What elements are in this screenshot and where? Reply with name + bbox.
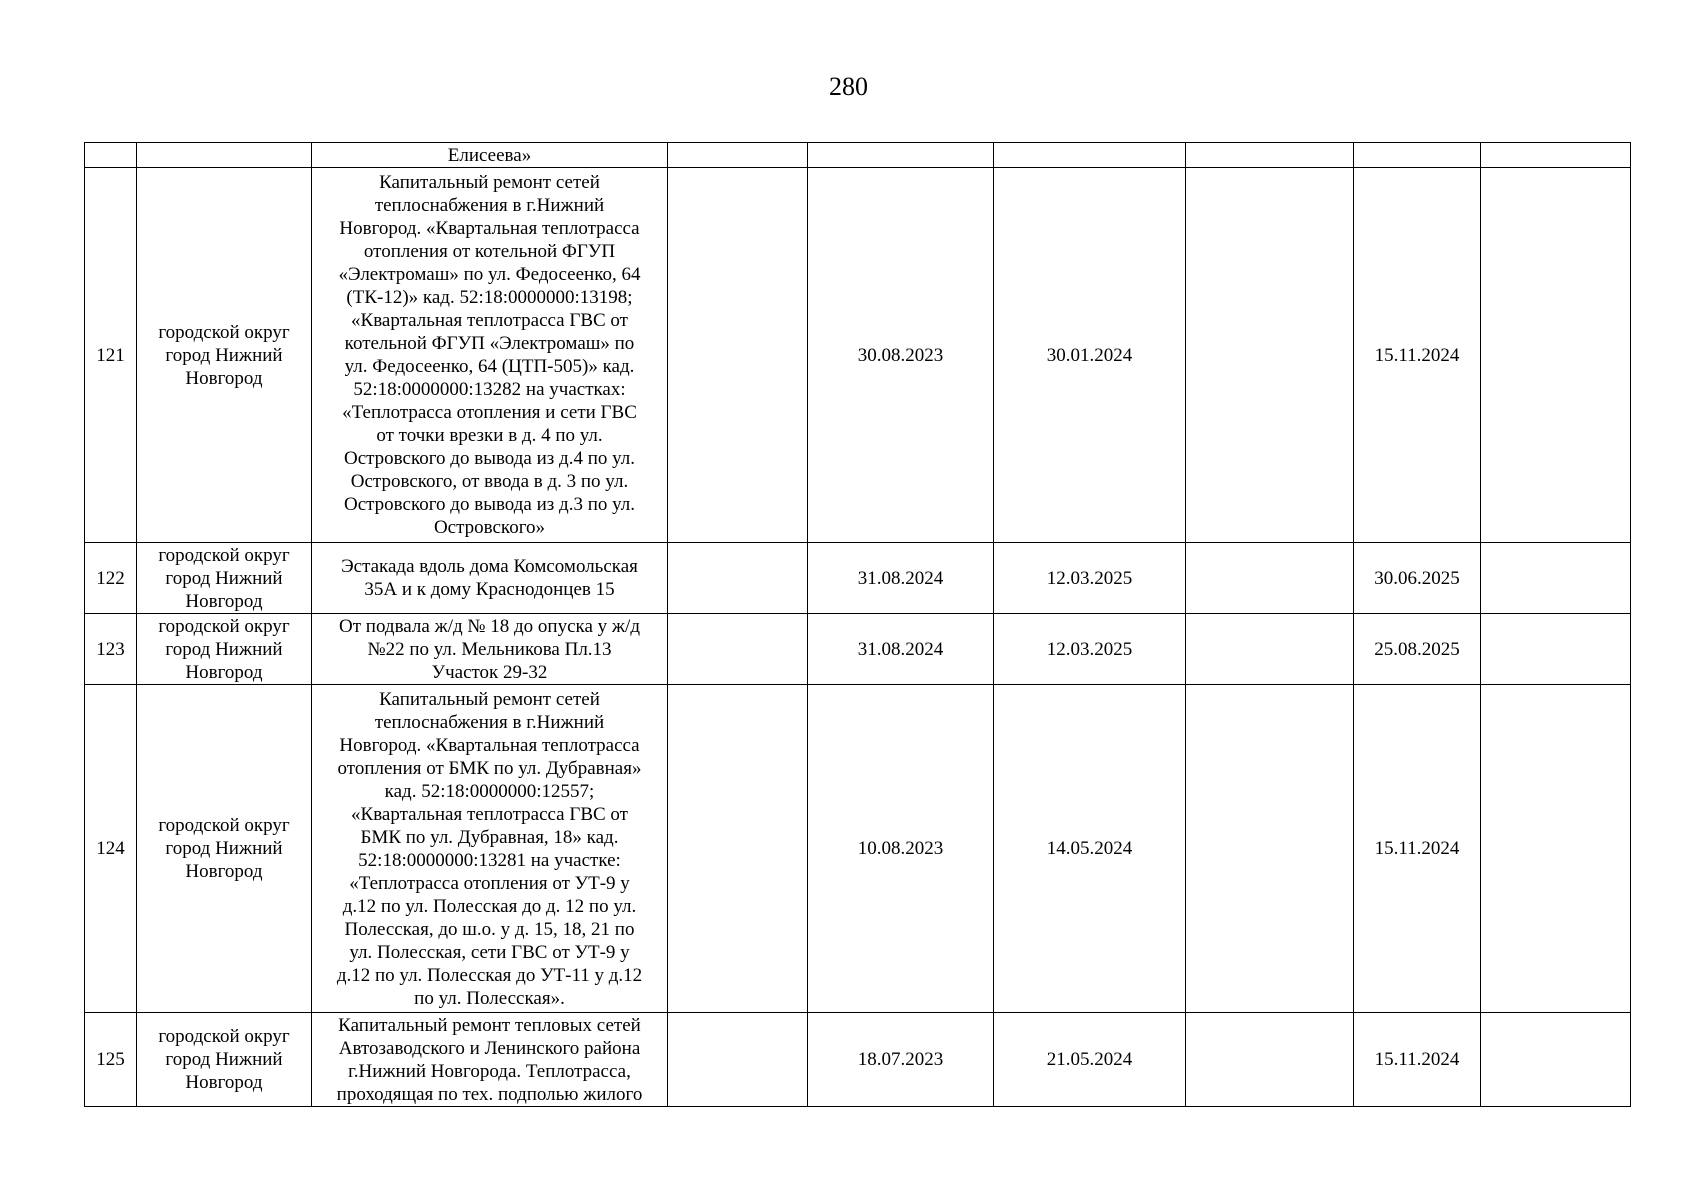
date-cell: 30.06.2025 xyxy=(1354,543,1481,614)
municipality-cell: городской округ город Нижний Новгород xyxy=(137,685,312,1013)
repair-schedule-table xyxy=(84,142,1631,1107)
date-cell: 30.01.2024 xyxy=(994,168,1186,543)
municipality-cell: городской округ город Нижний Новгород xyxy=(137,168,312,543)
empty-cell xyxy=(1186,614,1354,685)
empty-cell xyxy=(668,168,808,543)
empty-cell xyxy=(1186,685,1354,1013)
date-cell: 15.11.2024 xyxy=(1354,1013,1481,1107)
date-cell xyxy=(994,143,1186,168)
description-cell: Эстакада вдоль дома Комсомольская 35А и к дому Краснодонцев 15 xyxy=(312,543,668,614)
date-cell: 31.08.2024 xyxy=(808,614,994,685)
date-cell: 25.08.2025 xyxy=(1354,614,1481,685)
description-cell: Елисеева» xyxy=(312,143,668,168)
date-cell: 15.11.2024 xyxy=(1354,168,1481,543)
date-cell xyxy=(1354,143,1481,168)
row-number-cell: 122 xyxy=(85,543,137,614)
date-cell: 12.03.2025 xyxy=(994,543,1186,614)
empty-cell xyxy=(1186,1013,1354,1107)
row-number-cell xyxy=(85,143,137,168)
empty-cell xyxy=(1481,143,1631,168)
empty-cell xyxy=(668,685,808,1013)
empty-cell xyxy=(668,1013,808,1107)
description-cell: Капитальный ремонт сетей теплоснабжения в г.Нижний Новгород. «Квартальная теплотрасса отопления от котельной ФГУП «Электромаш» по ул. Федосеенко, 64 (ТК-12)» кад. 52:18:0000000:13198; «Квартальная теплотрасса ГВС от котельной ФГУП «Электромаш» по ул. Федосеенко, 64 (ЦТП-505)» кад. 52:18:0000000:13282 на участках: «Теплотрасса отопления и сети ГВС от точки врезки в д. 4 по ул. Островского до вывода из д.4 по ул. Островского, от ввода в д. 3 по ул. Островского до вывода из д.3 по ул. Островского» xyxy=(312,168,668,543)
description-cell: От подвала ж/д № 18 до опуска у ж/д №22 по ул. Мельникова Пл.13 Участок 29-32 xyxy=(312,614,668,685)
date-cell: 21.05.2024 xyxy=(994,1013,1186,1107)
empty-cell xyxy=(1481,168,1631,543)
empty-cell xyxy=(1481,543,1631,614)
row-number-cell: 123 xyxy=(85,614,137,685)
empty-cell xyxy=(1186,168,1354,543)
empty-cell xyxy=(668,543,808,614)
date-cell xyxy=(808,143,994,168)
empty-cell xyxy=(668,143,808,168)
date-cell: 18.07.2023 xyxy=(808,1013,994,1107)
date-cell: 12.03.2025 xyxy=(994,614,1186,685)
empty-cell xyxy=(1186,543,1354,614)
municipality-cell: городской округ город Нижний Новгород xyxy=(137,614,312,685)
page-number: 280 xyxy=(829,72,868,101)
row-number-cell: 125 xyxy=(85,1013,137,1107)
table-row xyxy=(85,143,1631,168)
empty-cell xyxy=(1481,685,1631,1013)
date-cell: 15.11.2024 xyxy=(1354,685,1481,1013)
empty-cell xyxy=(1481,1013,1631,1107)
municipality-cell xyxy=(137,143,312,168)
municipality-cell: городской округ город Нижний Новгород xyxy=(137,543,312,614)
empty-cell xyxy=(1186,143,1354,168)
empty-cell xyxy=(1481,614,1631,685)
table-row xyxy=(85,685,1631,1013)
date-cell: 14.05.2024 xyxy=(994,685,1186,1013)
row-number-cell: 124 xyxy=(85,685,137,1013)
date-cell: 30.08.2023 xyxy=(808,168,994,543)
row-number-cell: 121 xyxy=(85,168,137,543)
table-row xyxy=(85,614,1631,685)
table-row xyxy=(85,168,1631,543)
table-row xyxy=(85,543,1631,614)
description-cell: Капитальный ремонт тепловых сетей Автозаводского и Ленинского района г.Нижний Новгорода. Теплотрасса, проходящая по тех. подполью жилого xyxy=(312,1013,668,1107)
date-cell: 10.08.2023 xyxy=(808,685,994,1013)
empty-cell xyxy=(668,614,808,685)
table-row xyxy=(85,1013,1631,1107)
description-cell: Капитальный ремонт сетей теплоснабжения в г.Нижний Новгород. «Квартальная теплотрасса отопления от БМК по ул. Дубравная» кад. 52:18:0000000:12557; «Квартальная теплотрасса ГВС от БМК по ул. Дубравная, 18» кад. 52:18:0000000:13281 на участке: «Теплотрасса отопления от УТ-9 у д.12 по ул. Полесская до д. 12 по ул. Полесская, до ш.о. у д. 15, 18, 21 по ул. Полесская, сети ГВС от УТ-9 у д.12 по ул. Полесская до УТ-11 у д.12 по ул. Полесская». xyxy=(312,685,668,1013)
date-cell: 31.08.2024 xyxy=(808,543,994,614)
municipality-cell: городской округ город Нижний Новгород xyxy=(137,1013,312,1107)
